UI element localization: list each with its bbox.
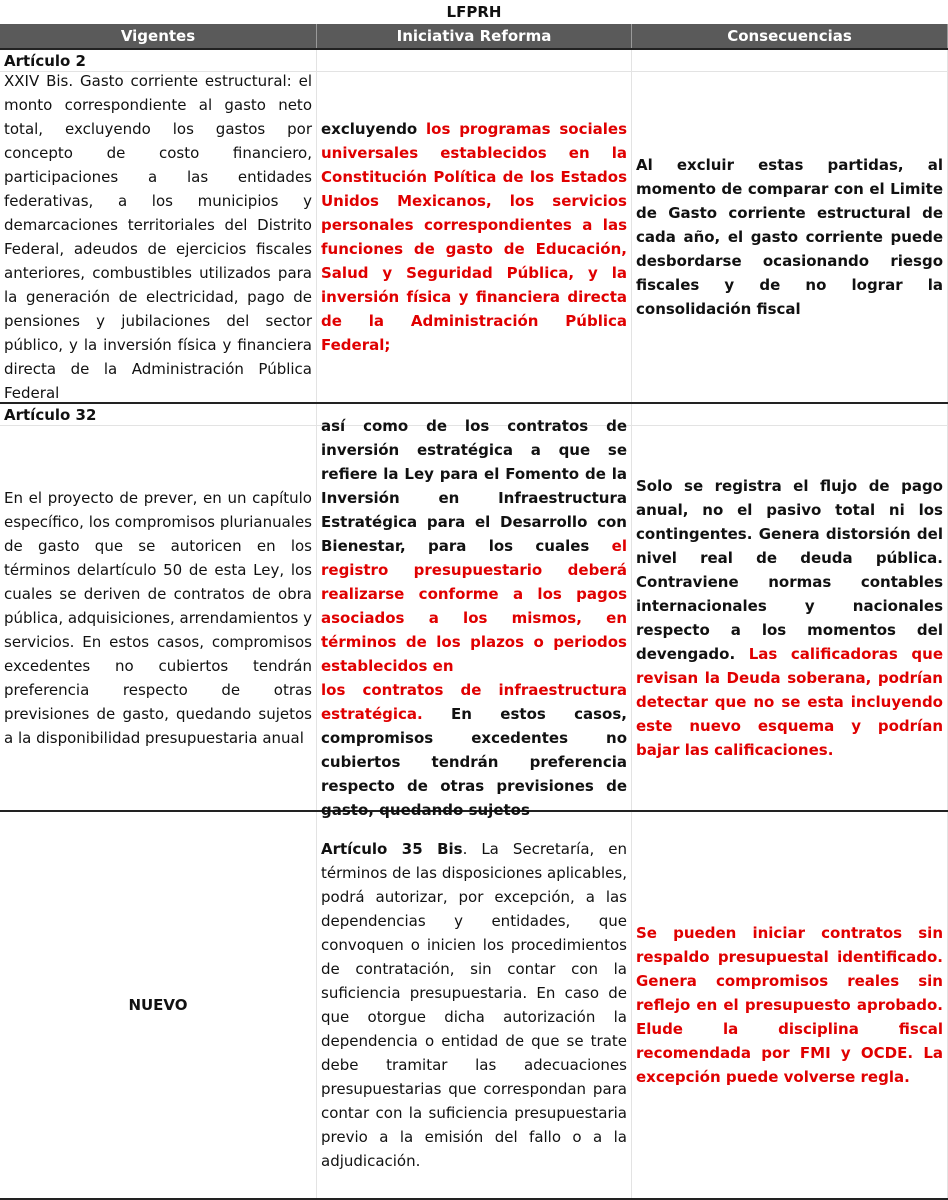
header-vigentes: Vigentes <box>0 24 317 48</box>
vigentes-cell <box>0 72 317 402</box>
reforma-text: . La Secretaría, en términos de las disposiciones aplicables, podrá autorizar, por excepción, a las dependencias y entidades, que convoquen o inicien los procedimientos de contratación, sin contar con la suficiencia presupuestaria. En caso de que otorgue dicha autorización la dependencia o entidad de que se trate debe tramitar las adecuaciones presupuestarias que correspondan para contar con la suficiencia presupuestaria previo a la emisión del fallo o a la adjudicación. <box>321 840 627 1170</box>
reforma-cell <box>317 812 632 1198</box>
reforma-text-red-2: los contratos de infraestructura estratégica. <box>321 681 627 723</box>
reforma-cell <box>317 417 632 819</box>
consecuencias-text-red: Las calificadoras que revisan la Deuda soberana, podrían detectar que no se esta incluyendo este nuevo esquema y podrían bajar las calificaciones. <box>636 645 943 759</box>
reforma-text-red: los programas sociales universales establecidos en la Constitución Política de los Estados Unidos Mexicanos, los servicios personales correspondientes a las funciones de gasto de Educación, Salud y Seguridad Pública, y la inversión física y financiera directa de la Administración Pública Federal; <box>321 120 627 354</box>
header-iniciativa-reforma: Iniciativa Reforma <box>317 24 632 48</box>
reforma-text-black: excluyendo <box>321 120 427 138</box>
consecuencias-text-red: Se pueden iniciar contratos sin respaldo presupuestal identificado. Genera compromisos reales sin reflejo en el presupuesto aprobado. Elude la disciplina fiscal recomendada por FMI y OCDE. La excepción puede volverse regla. <box>636 924 943 1086</box>
reforma-text-black-2: En estos casos, compromisos excedentes no cubiertos tendrán preferencia respecto de otras previsiones de gasto, quedando sujetos <box>321 705 627 819</box>
consecuencias-text: Al excluir estas partidas, al momento de comparar con el Limite de Gasto corriente estructural de cada año, el gasto corriente puede desbordarse ocasionando riesgo fiscales y de no lograr la consolidación fiscal <box>636 156 943 318</box>
reforma-text-red: el registro presupuestario deberá realizarse conforme a los pagos asociados a los mismos, en términos de los plazos o periodos establecidos en <box>321 537 627 675</box>
section-nuevo <box>0 810 948 1198</box>
table-row <box>0 812 948 1198</box>
nuevo-label: NUEVO <box>128 996 188 1014</box>
consecuencias-text: Solo se registra el flujo de pago anual, no el pasivo total ni los contingentes. Genera distorsión del nivel real de deuda pública. Contraviene normas contables internacionales y nacionales respecto a los momentos del devengado. <box>636 477 943 663</box>
consecuencias-cell <box>632 426 948 810</box>
vigentes-text: XXIV Bis. Gasto corriente estructural: el monto correspondiente al gasto neto total, excluyendo los gastos por concepto de costo financiero, participaciones a las entidades federativas, a los municipios y demarcaciones territoriales del Distrito Federal, adeudos de ejercicios fiscales anteriores, combustibles utilizados para la generación de electricidad, pago de pensiones y jubilaciones del sector público, y la inversión física y financiera directa de la Administración Pública Federal <box>4 72 312 402</box>
consecuencias-cell <box>632 72 948 402</box>
reforma-article-title: Artículo 35 Bis <box>321 840 463 858</box>
vigentes-text: En el proyecto de prever, en un capítulo específico, los compromisos plurianuales de gasto que se autoricen en los términos delartículo 50 de esta Ley, los cuales se deriven de contratos de obra pública, adquisiciones, arrendamientos y servicios. En estos casos, compromisos excedentes no cubiertos tendrán preferencia respecto de otras previsiones de gasto, quedando sujetos a la disponibilidad presupuestaria anual <box>4 489 312 747</box>
table-title: LFPRH <box>446 3 502 21</box>
empty-cell <box>317 50 632 72</box>
vigentes-cell <box>0 812 317 1198</box>
article-label: Artículo 2 <box>0 50 317 72</box>
table-row <box>0 417 948 819</box>
reforma-text-black: así como de los contratos de inversión estratégica a que se refiere la Ley para el Fomento de la Inversión en Infraestructura Estratégica para el Desarrollo con Bienestar, para los cuales <box>321 417 627 555</box>
article-label: Artículo 32 <box>0 404 317 426</box>
header-consecuencias: Consecuencias <box>632 24 948 48</box>
consecuencias-cell <box>632 812 948 1198</box>
empty-cell <box>632 50 948 72</box>
empty-cell <box>632 404 948 426</box>
table-row <box>0 72 948 402</box>
section-articulo-2 <box>0 48 948 402</box>
section-articulo-32 <box>0 402 948 819</box>
vigentes-cell <box>0 426 317 810</box>
table-header <box>0 24 948 48</box>
reforma-cell <box>317 72 632 402</box>
